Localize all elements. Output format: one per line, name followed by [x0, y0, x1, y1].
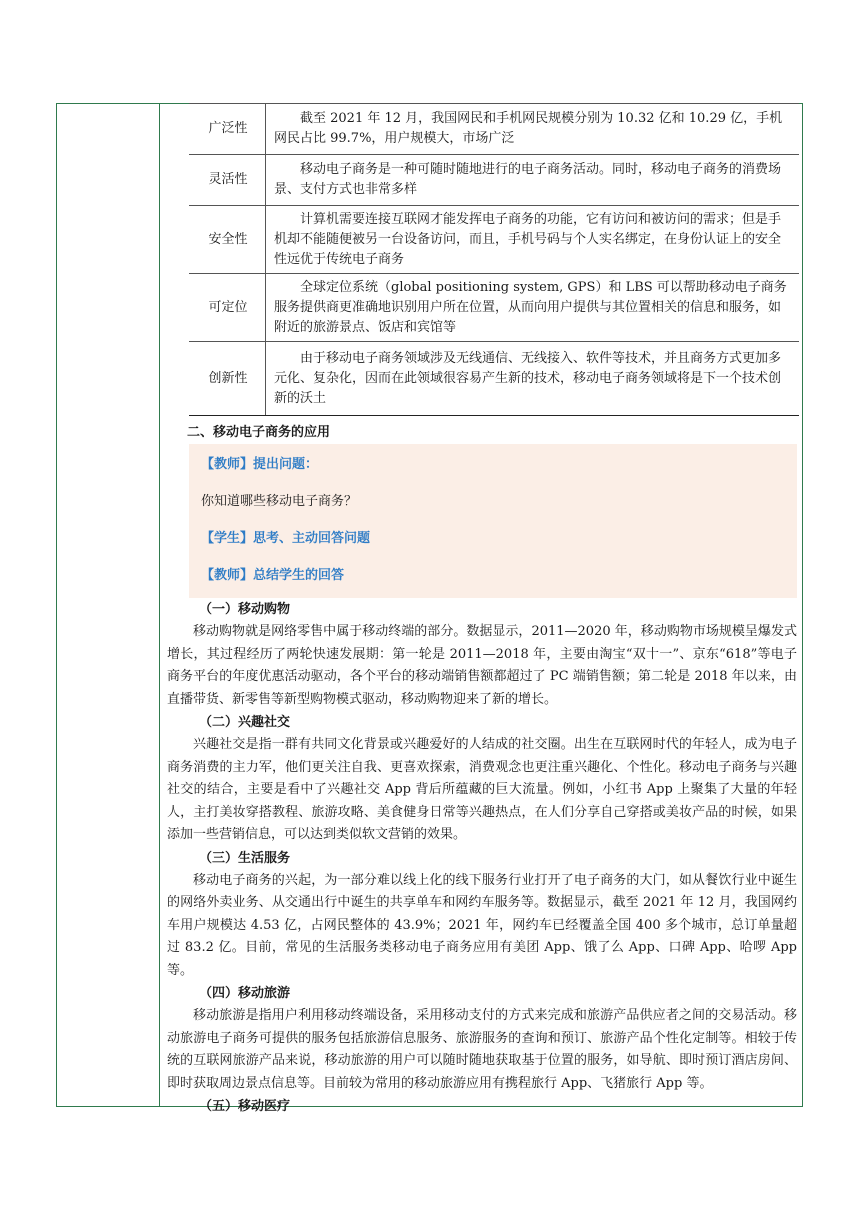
subsection-title: （二）兴趣社交	[199, 715, 291, 730]
class-interaction-box	[189, 444, 797, 598]
table-row	[189, 104, 799, 155]
subsection-title: （四）移动旅游	[199, 986, 291, 1001]
table-row	[189, 274, 799, 342]
subsection-title: （三）生活服务	[199, 850, 291, 866]
question-text: 你知道哪些移动电子商务？	[201, 494, 358, 509]
feature-desc: 全球定位系统（global positioning system, GPS）和 LBS 可以帮助移动电子商务服务提供商更准确地识别用户所在位置，从而向用户提供与其位置相关的信息和服务，如附近的旅游景点、饭店和宾馆等	[266, 274, 800, 342]
student-label: 【学生】思考、主动回答问题	[201, 531, 371, 546]
subsection-body: 兴趣社交是指一群有共同文化背景或兴趣爱好的人结成的社交圈。出生在互联网时代的年轻人，成为电子商务消费的主力军，他们更关注自我、更喜欢探索，消费观念也更注重兴趣化、个性化。移动电子商务与兴趣社交的结合，主要是看中了兴趣社交 App 背后所蕴藏的巨大流量。例如，小红书 App 上聚集了大量的年轻人，主打美妆穿搭教程、旅游攻略、美食健身日常等兴趣热点，在人们分享自己穿搭或美妆产品的时候，如果添加一些营销信息，可以达到类似软文营销的效果。	[167, 737, 797, 842]
section-heading: 二、移动电子商务的应用	[187, 425, 331, 440]
teacher-question-label: 【教师】提出问题：	[201, 457, 319, 472]
subsection-title: （一）移动购物	[199, 602, 291, 617]
lesson-content	[165, 103, 797, 1118]
feature-name: 创新性	[189, 342, 266, 416]
table-row	[189, 206, 799, 274]
feature-desc: 截至 2021 年 12 月，我国网民和手机网民规模分别为 10.32 亿和 10.29 亿，手机网民占比 99.7%，用户规模大，市场广泛	[266, 104, 800, 155]
features-table	[189, 103, 799, 416]
feature-name: 安全性	[189, 206, 266, 274]
feature-desc: 计算机需要连接互联网才能发挥电子商务的功能，它有访问和被访问的需求；但是手机却不能随便被另一台设备访问，而且，手机号码与个人实名绑定，在身份认证上的安全性远优于传统电子商务	[266, 206, 800, 274]
subsection-body: 移动旅游是指用户利用移动终端设备，采用移动支付的方式来完成和旅游产品供应者之间的交易活动。移动旅游电子商务可提供的服务包括旅游信息服务、旅游服务的查询和预订、旅游产品个性化定制等。相较于传统的互联网旅游产品来说，移动旅游的用户可以随时随地获取基于位置的服务，如导航、即时预订酒店房间、即时获取周边景点信息等。目前较为常用的移动旅游应用有携程旅行 App、飞猪旅行 App 等。	[167, 1008, 797, 1091]
subsection-body: 移动购物就是网络零售中属于移动终端的部分。数据显示，2011—2020 年，移动购物市场规模呈爆发式增长，其过程经历了两轮快速发展期：第一轮是 2011—2018 年，主要由淘宝“双十一”、京东“618”等电子商务平台的年度优惠活动驱动，各个平台的移动端销售额都超过了 PC 端销售额；第二轮是 2018 年以来，由直播带货、新零售等新型购物模式驱动，移动购物迎来了新的增长。	[167, 624, 797, 707]
feature-desc: 由于移动电子商务领域涉及无线通信、无线接入、软件等技术，并且商务方式更加多元化、复杂化，因而在此领域很容易产生新的技术，移动电子商务领域将是下一个技术创新的沃土	[266, 342, 800, 416]
feature-desc: 移动电子商务是一种可随时随地进行的电子商务活动。同时，移动电子商务的消费场景、支付方式也非常多样	[266, 155, 800, 206]
subsection-title: （五）移动医疗	[199, 1099, 291, 1114]
feature-name: 可定位	[189, 274, 266, 342]
teacher-summary-label: 【教师】总结学生的回答	[201, 568, 345, 583]
feature-name: 灵活性	[189, 155, 266, 206]
subsection-body: 移动电子商务的兴起，为一部分难以线上化的线下服务行业打开了电子商务的大门，如从餐饮行业中诞生的网络外卖业务、从交通出行中诞生的共享单车和网约车服务等。数据显示，截至 2021 年 12 月，我国网约车用户规模达 4.53 亿，占网民整体的 43.9%；2021 年，网约车已经覆盖全国 400 多个城市，总订单量超过 83.2 亿。目前，常见的生活服务类移动电子商务应用有美团 App、饿了么 App、口碑 App、哈啰 App 等。	[167, 872, 797, 978]
feature-name: 广泛性	[189, 104, 266, 155]
table-row	[189, 155, 799, 206]
table-row	[189, 342, 799, 416]
column-divider	[159, 104, 160, 1106]
